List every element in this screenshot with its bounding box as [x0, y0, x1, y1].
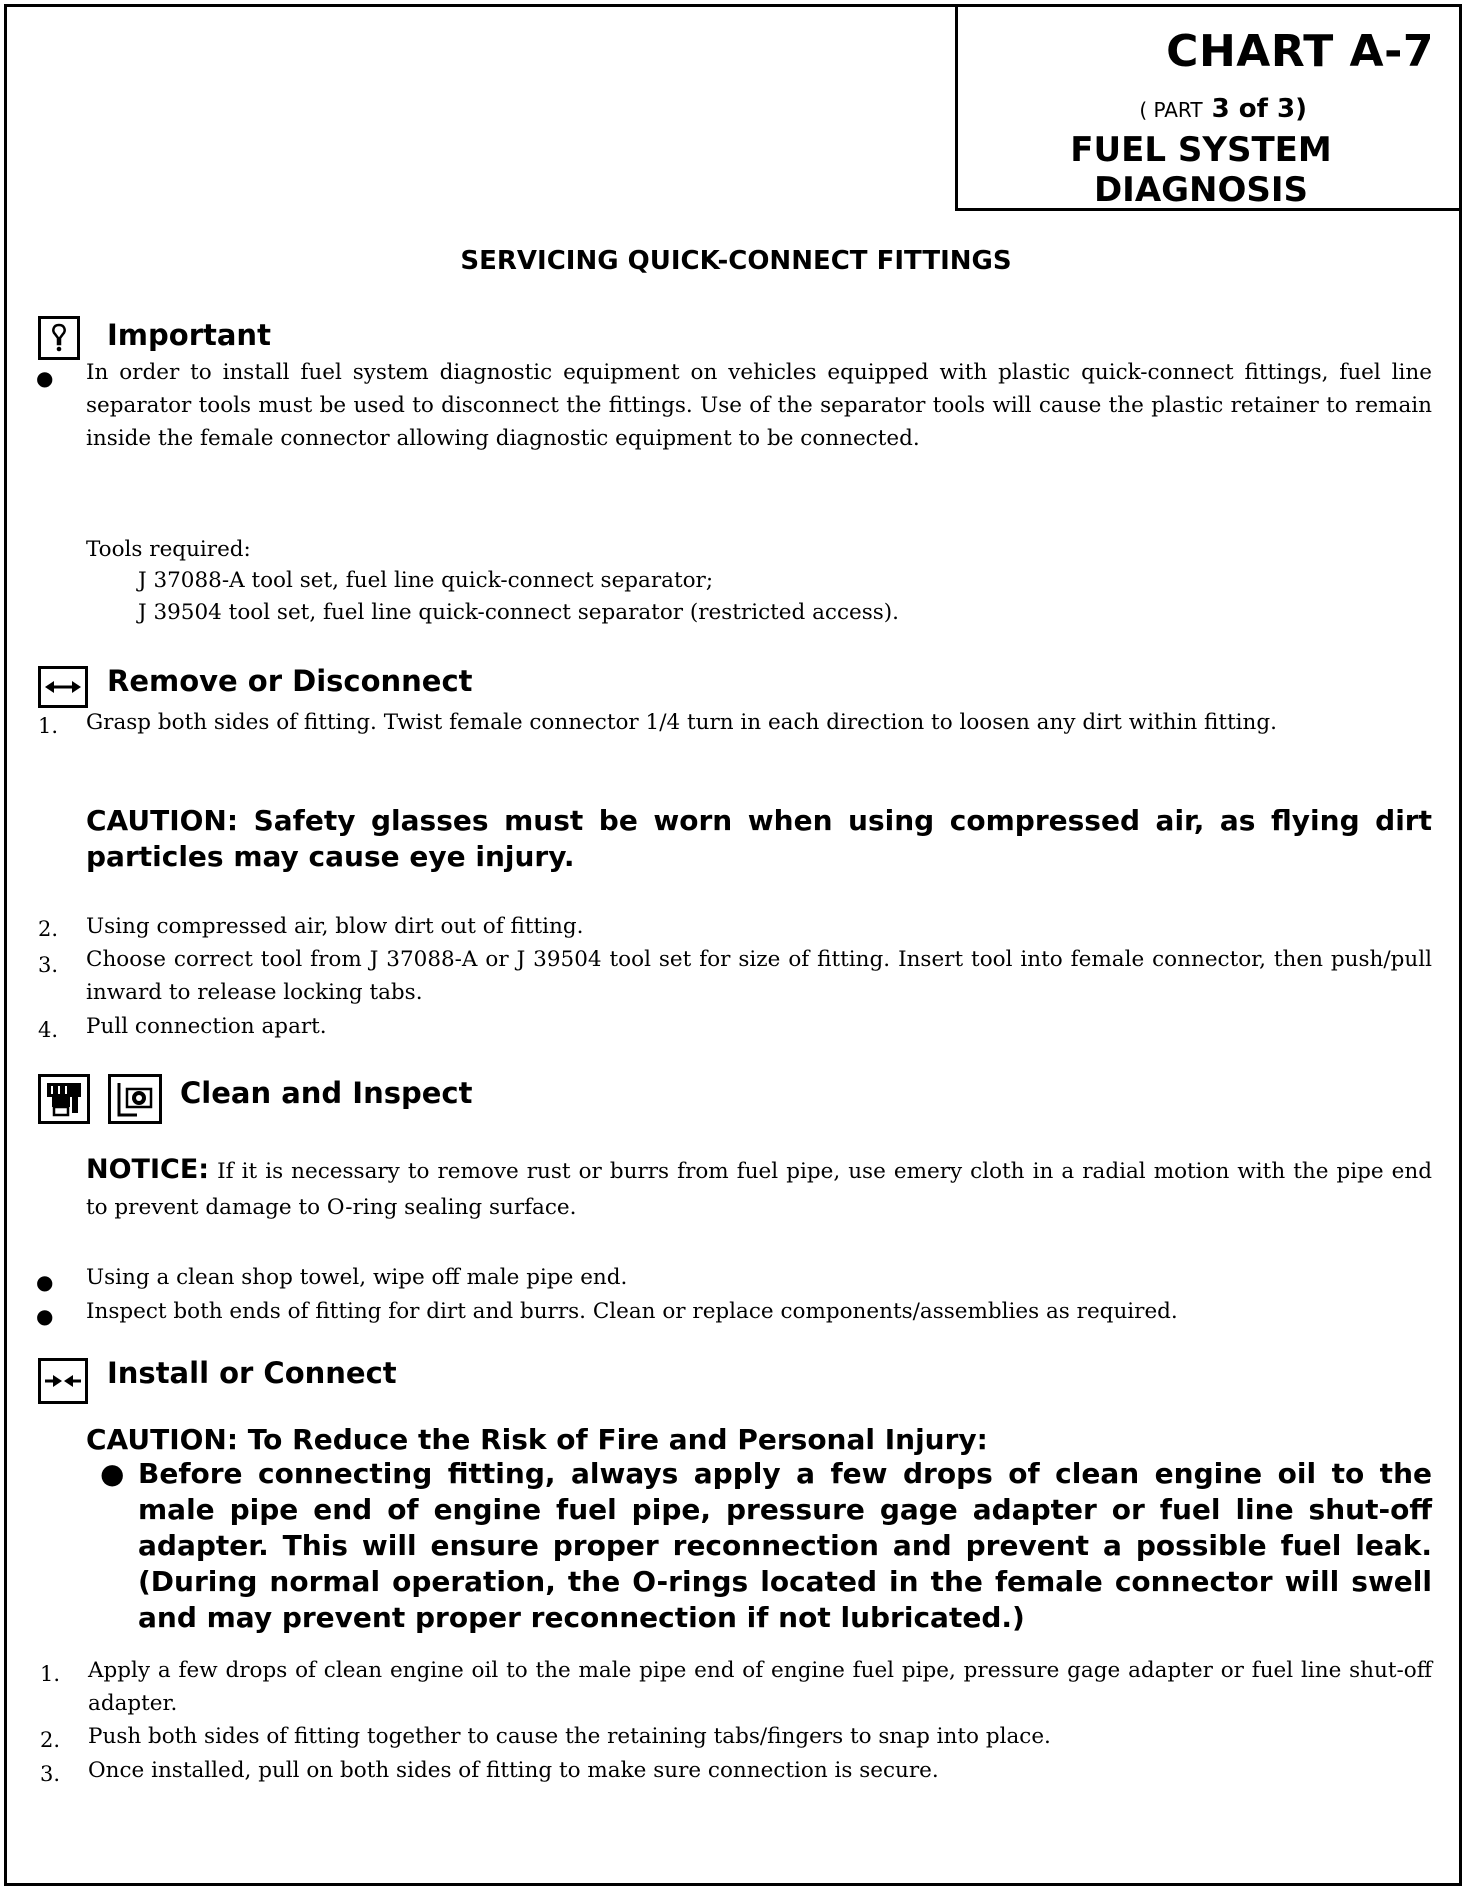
clean-icon: [38, 1074, 90, 1124]
part-prefix: ( PART: [1139, 98, 1203, 122]
install-step: Push both sides of fitting together to cause the retaining tabs/fingers to snap into place.: [88, 1724, 1051, 1749]
step-number: 3.: [38, 953, 59, 977]
clean-bullet: Inspect both ends of fitting for dirt and burrs. Clean or replace components/assemblies as required.: [86, 1299, 1178, 1324]
bullet-icon: ●: [36, 366, 54, 390]
remove-step: Pull connection apart.: [86, 1014, 327, 1039]
remove-step: Choose correct tool from J 37088-A or J 39504 tool set for size of fitting. Insert tool into female connector, then push/pull inward to release locking tabs.: [86, 947, 1432, 1005]
step-number: 1.: [38, 714, 59, 738]
remove-caution: CAUTION: Safety glasses must be worn when using compressed air, as flying dirt particles may cause eye injury.: [86, 804, 1432, 873]
bullet-icon: ●: [36, 1270, 54, 1294]
step-number: 2.: [38, 917, 59, 941]
step-number: 3.: [40, 1762, 61, 1786]
bullet-icon: ●: [36, 1304, 54, 1328]
step-number: 2.: [40, 1728, 61, 1752]
tool-item: J 39504 tool set, fuel line quick-connect separator (restricted access).: [138, 600, 900, 625]
important-paragraph: In order to install fuel system diagnostic equipment on vehicles equipped with plastic quick-connect fittings, fuel line separator tools must be used to disconnect the fittings. Use of the separator tools will cause the plastic retainer to remain inside the female connector allowing diagnostic equipment to be connected.: [86, 360, 1432, 451]
notice-text: If it is necessary to remove rust or burrs from fuel pipe, use emery cloth in a radial motion with the pipe end to prevent damage to O-ring sealing surface.: [86, 1159, 1432, 1220]
install-step: Once installed, pull on both sides of fitting to make sure connection is secure.: [88, 1758, 939, 1783]
remove-step-1: Grasp both sides of fitting. Twist female connector 1/4 turn in each direction to loosen any dirt within fitting.: [86, 710, 1277, 735]
install-caution-bullet: Before connecting fitting, always apply a few drops of clean engine oil to the male pipe end of engine fuel pipe, pressure gage adapter or fuel line shut-off adapter. This will ensure proper reconnection and prevent a possible fuel leak. (During normal operation, the O-rings located in the female connector will swell and may prevent proper reconnection if not lubricated.): [138, 1457, 1432, 1634]
chart-title-box: [955, 4, 1462, 211]
system-title: FUEL SYSTEM DIAGNOSIS: [1070, 130, 1332, 210]
notice-label: NOTICE:: [86, 1154, 210, 1185]
step-number: 4.: [38, 1018, 59, 1042]
clean-heading: Clean and Inspect: [180, 1076, 473, 1110]
clean-bullet: Using a clean shop towel, wipe off male pipe end.: [86, 1265, 628, 1290]
install-heading: Install or Connect: [107, 1356, 397, 1390]
install-arrows-icon: [38, 1358, 88, 1404]
bullet-icon: ●: [100, 1457, 125, 1490]
part-number: 3 of 3): [1211, 94, 1307, 124]
tools-label: Tools required:: [86, 537, 251, 562]
install-step: Apply a few drops of clean engine oil to the male pipe end of engine fuel pipe, pressure gage adapter or fuel line shut-off adapter.: [88, 1658, 1432, 1716]
install-caution-title: CAUTION: To Reduce the Risk of Fire and Personal Injury:: [86, 1423, 988, 1456]
remove-step: Using compressed air, blow dirt out of fitting.: [86, 914, 584, 939]
step-number: 1.: [40, 1662, 61, 1686]
remove-arrows-icon: [38, 666, 88, 708]
clean-notice: [86, 1152, 1432, 1226]
part-indicator: [1139, 94, 1307, 124]
inspect-icon: [108, 1074, 162, 1124]
important-icon: [38, 316, 80, 360]
tool-item: J 37088-A tool set, fuel line quick-connect separator;: [138, 568, 714, 593]
chart-title: CHART A-7: [1166, 26, 1434, 77]
important-heading: Important: [107, 318, 271, 352]
remove-heading: Remove or Disconnect: [107, 664, 473, 698]
section-title: SERVICING QUICK-CONNECT FITTINGS: [460, 246, 1012, 276]
